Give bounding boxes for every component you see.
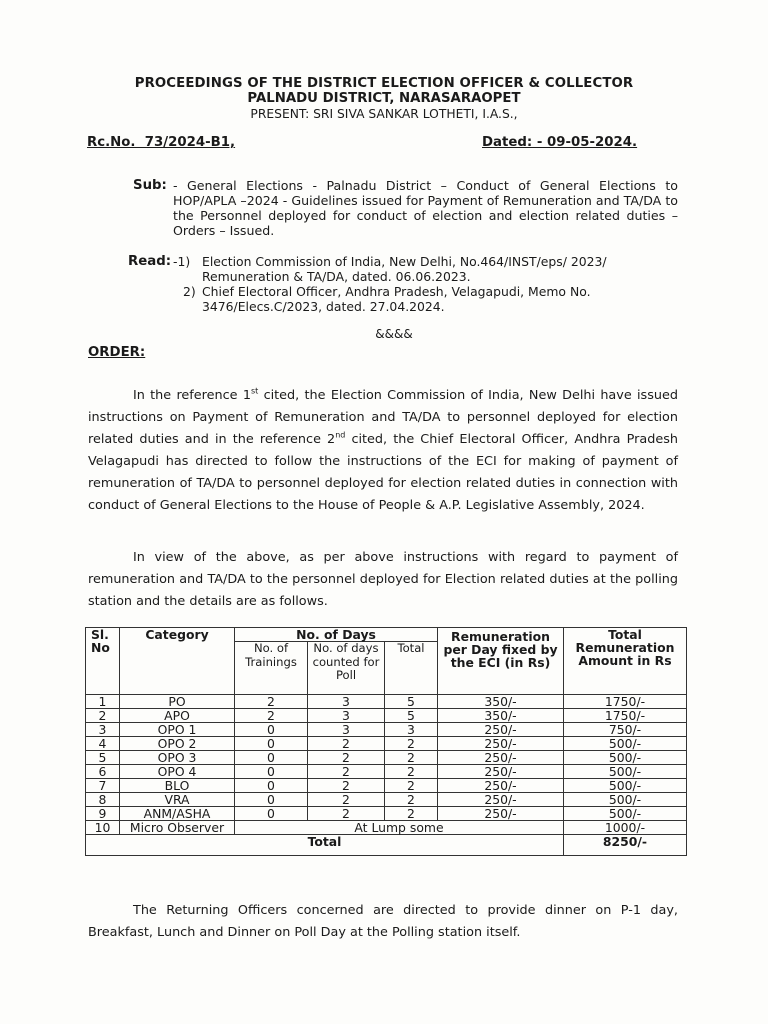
cell-sl: 5: [86, 751, 120, 765]
closing-paragraph: [88, 900, 678, 944]
cell-poll-days: 3: [308, 709, 385, 723]
read-item-1-prefix: -1): [173, 254, 191, 269]
cell-sl: 8: [86, 793, 120, 807]
cell-poll-days: 3: [308, 723, 385, 737]
cell-amount: 1750/-: [564, 709, 687, 723]
cell-amount: 500/-: [564, 779, 687, 793]
cell-total: 2: [385, 793, 438, 807]
header-category: Category: [120, 628, 235, 695]
cell-poll-days: 2: [308, 751, 385, 765]
table-row: [86, 737, 687, 751]
cell-per-day: 250/-: [438, 737, 564, 751]
cell-amount: 500/-: [564, 765, 687, 779]
cell-poll-days: 2: [308, 807, 385, 821]
cell-trainings: 0: [235, 723, 308, 737]
cell-per-day: 250/-: [438, 779, 564, 793]
read-item-1-line2: Remuneration & TA/DA, dated. 06.06.2023.: [202, 269, 471, 284]
cell-total: 5: [385, 709, 438, 723]
cell-sl: 9: [86, 807, 120, 821]
header-per-day: Remuneration per Day fixed by the ECI (in Rs): [438, 628, 564, 695]
cell-sl: 7: [86, 779, 120, 793]
proceedings-title: PROCEEDINGS OF THE DISTRICT ELECTION OFFICER & COLLECTOR: [134, 76, 634, 91]
para2-text: In view of the above, as per above instructions with regard to payment of remuneration and TA/DA to the personnel deployed for Election related duties at the polling station and the details are as follows.: [88, 550, 678, 609]
cell-per-day: 350/-: [438, 695, 564, 709]
cell-total: 2: [385, 751, 438, 765]
para1-text-a: In the reference 1: [133, 388, 251, 403]
cell-amount: 500/-: [564, 807, 687, 821]
cell-per-day: 250/-: [438, 765, 564, 779]
cell-trainings: 2: [235, 695, 308, 709]
cell-category: BLO: [120, 779, 235, 793]
table-row: [86, 807, 687, 821]
read-label: Read:: [128, 254, 172, 269]
read-item-2-line2: 3476/Elecs.C/2023, dated. 27.04.2024.: [202, 299, 445, 314]
cell-amount: 750/-: [564, 723, 687, 737]
district-title: PALNADU DISTRICT, NARASARAOPET: [247, 91, 521, 106]
order-paragraph-2: [88, 547, 678, 613]
cell-category: PO: [120, 695, 235, 709]
table-row: [86, 765, 687, 779]
table-row: [86, 751, 687, 765]
separator: &&&&: [375, 327, 413, 341]
total-label: Total: [86, 835, 564, 856]
cell-lump-note: At Lump some: [235, 821, 564, 835]
subject-label: Sub:: [133, 178, 167, 193]
cell-trainings: 0: [235, 765, 308, 779]
cell-trainings: 0: [235, 751, 308, 765]
cell-poll-days: 2: [308, 793, 385, 807]
reference-number: Rc.No. 73/2024-B1,: [87, 135, 236, 150]
cell-trainings: 0: [235, 807, 308, 821]
read-item-2-prefix: 2): [183, 284, 196, 299]
cell-total: 2: [385, 765, 438, 779]
remuneration-table: [85, 627, 687, 856]
cell-total: 3: [385, 723, 438, 737]
cell-category: APO: [120, 709, 235, 723]
cell-amount: 500/-: [564, 751, 687, 765]
cell-total: 2: [385, 807, 438, 821]
cell-trainings: 0: [235, 793, 308, 807]
cell-category: OPO 2: [120, 737, 235, 751]
cell-trainings: 0: [235, 779, 308, 793]
header-poll-days: No. of days counted for Poll: [308, 642, 385, 695]
cell-sl: 6: [86, 765, 120, 779]
order-heading: ORDER:: [88, 345, 146, 360]
header-total-amount: Total Remuneration Amount in Rs: [564, 628, 687, 695]
sup-st: st: [250, 386, 259, 396]
table-row: [86, 695, 687, 709]
cell-total: 2: [385, 737, 438, 751]
cell-poll-days: 2: [308, 765, 385, 779]
cell-per-day: 250/-: [438, 807, 564, 821]
table-row-lump: [86, 821, 687, 835]
cell-per-day: 250/-: [438, 723, 564, 737]
cell-per-day: 250/-: [438, 751, 564, 765]
cell-poll-days: 2: [308, 737, 385, 751]
cell-category: OPO 3: [120, 751, 235, 765]
cell-sl: 1: [86, 695, 120, 709]
cell-amount: 1000/-: [564, 821, 687, 835]
cell-sl: 4: [86, 737, 120, 751]
table-row: [86, 709, 687, 723]
table-row: [86, 793, 687, 807]
cell-trainings: 0: [235, 737, 308, 751]
cell-trainings: 2: [235, 709, 308, 723]
read-item-1-line1: Election Commission of India, New Delhi, No.464/INST/eps/ 2023/: [202, 254, 607, 269]
table-total-row: [86, 835, 687, 856]
cell-category: VRA: [120, 793, 235, 807]
order-paragraph-1: [88, 385, 678, 517]
header-sl-no: Sl. No: [86, 628, 120, 695]
cell-category: Micro Observer: [120, 821, 235, 835]
header-trainings: No. of Trainings: [235, 642, 308, 695]
cell-total: 5: [385, 695, 438, 709]
para1-text-b: cited, the Election Commission of India, New Delhi have issued instructions on Payment of Remuneration and TA/DA to personnel deployed for election related duties and in the reference 2: [88, 388, 678, 447]
header-total-days: Total: [385, 642, 438, 695]
sup-nd: nd: [335, 430, 346, 440]
cell-poll-days: 2: [308, 779, 385, 793]
cell-category: ANM/ASHA: [120, 807, 235, 821]
table-row: [86, 779, 687, 793]
cell-sl: 3: [86, 723, 120, 737]
cell-category: OPO 1: [120, 723, 235, 737]
para1-text-c: cited, the Chief Electoral Officer, Andhra Pradesh Velagapudi has directed to follow the instructions of the ECI for making of payment of remuneration of TA/DA to personnel deployed for election related duties in connection with conduct of General Elections to the House of People & A.P. Legislative Assembly, 2024.: [88, 432, 678, 513]
cell-poll-days: 3: [308, 695, 385, 709]
total-amount: 8250/-: [564, 835, 687, 856]
document-date: Dated: - 09-05-2024.: [482, 135, 638, 150]
cell-amount: 500/-: [564, 737, 687, 751]
cell-sl: 10: [86, 821, 120, 835]
cell-per-day: 250/-: [438, 793, 564, 807]
cell-category: OPO 4: [120, 765, 235, 779]
present-officer: PRESENT: SRI SIVA SANKAR LOTHETI, I.A.S.,: [250, 107, 518, 121]
header-no-of-days: No. of Days: [235, 628, 438, 642]
cell-amount: 1750/-: [564, 695, 687, 709]
cell-amount: 500/-: [564, 793, 687, 807]
cell-total: 2: [385, 779, 438, 793]
cell-per-day: 350/-: [438, 709, 564, 723]
closing-text: The Returning Officers concerned are directed to provide dinner on P-1 day, Breakfast, Lunch and Dinner on Poll Day at the Polling station itself.: [88, 903, 678, 940]
table-row: [86, 723, 687, 737]
cell-sl: 2: [86, 709, 120, 723]
subject-text: - General Elections - Palnadu District – Conduct of General Elections to HOP/APLA –2024 - Guidelines issued for Payment of Remuneration and TA/DA to the Personnel deployed for conduct of election and election related duties – Orders – Issued.: [173, 178, 678, 238]
read-item-2-line1: Chief Electoral Officer, Andhra Pradesh, Velagapudi, Memo No.: [202, 284, 591, 299]
